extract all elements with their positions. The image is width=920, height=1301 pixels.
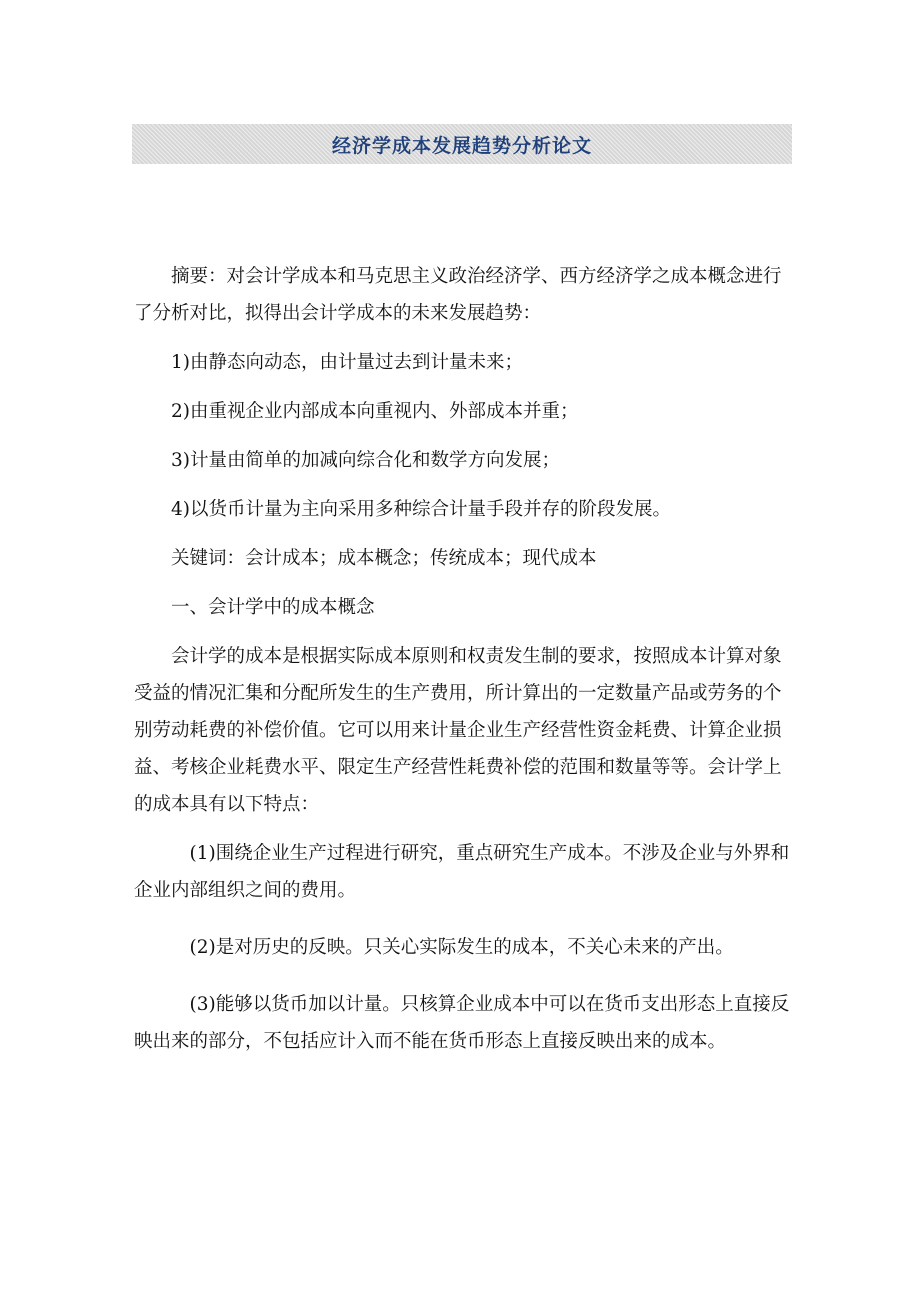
title-banner bbox=[132, 124, 792, 164]
trend-item-2: 2)由重视企业内部成本向重视内、外部成本并重； bbox=[171, 401, 579, 422]
abstract-paragraph: 摘要：对会计学成本和马克思主义政治经济学、西方经济学之成本概念进行了分析对比，拟得出会计学成本的未来发展趋势： bbox=[134, 266, 782, 324]
document-body bbox=[134, 258, 794, 1080]
feature-item-3: (3)能够以货币加以计量。只核算企业成本中可以在货币支出形态上直接反映出来的部分，不包括应计入而不能在货币形态上直接反映出来的成本。 bbox=[134, 994, 790, 1052]
document-title: 经济学成本发展趋势分析论文 bbox=[331, 134, 592, 157]
section-heading: 一、会计学中的成本概念 bbox=[171, 597, 375, 618]
trend-item-3: 3)计量由简单的加减向综合化和数学方向发展； bbox=[171, 450, 560, 471]
keywords-line: 关键词：会计成本；成本概念；传统成本；现代成本 bbox=[171, 548, 597, 569]
trend-item-4: 4)以货币计量为主向采用多种综合计量手段并存的阶段发展。 bbox=[171, 499, 671, 520]
trend-item-1: 1)由静态向动态，由计量过去到计量未来； bbox=[171, 352, 523, 373]
feature-item-2: (2)是对历史的反映。只关心实际发生的成本，不关心未来的产出。 bbox=[189, 937, 734, 958]
body-paragraph: 会计学的成本是根据实际成本原则和权责发生制的要求，按照成本计算对象受益的情况汇集和分配所发生的生产费用，所计算出的一定数量产品或劳务的个别劳动耗费的补偿价值。它可以用来计量企业生产经营性资金耗费、计算企业损益、考核企业耗费水平、限定生产经营性耗费补偿的范围和数量等等。会计学上的成本具有以下特点： bbox=[134, 646, 782, 815]
feature-item-1: (1)围绕企业生产过程进行研究，重点研究生产成本。不涉及企业与外界和企业内部组织之间的费用。 bbox=[134, 843, 790, 901]
